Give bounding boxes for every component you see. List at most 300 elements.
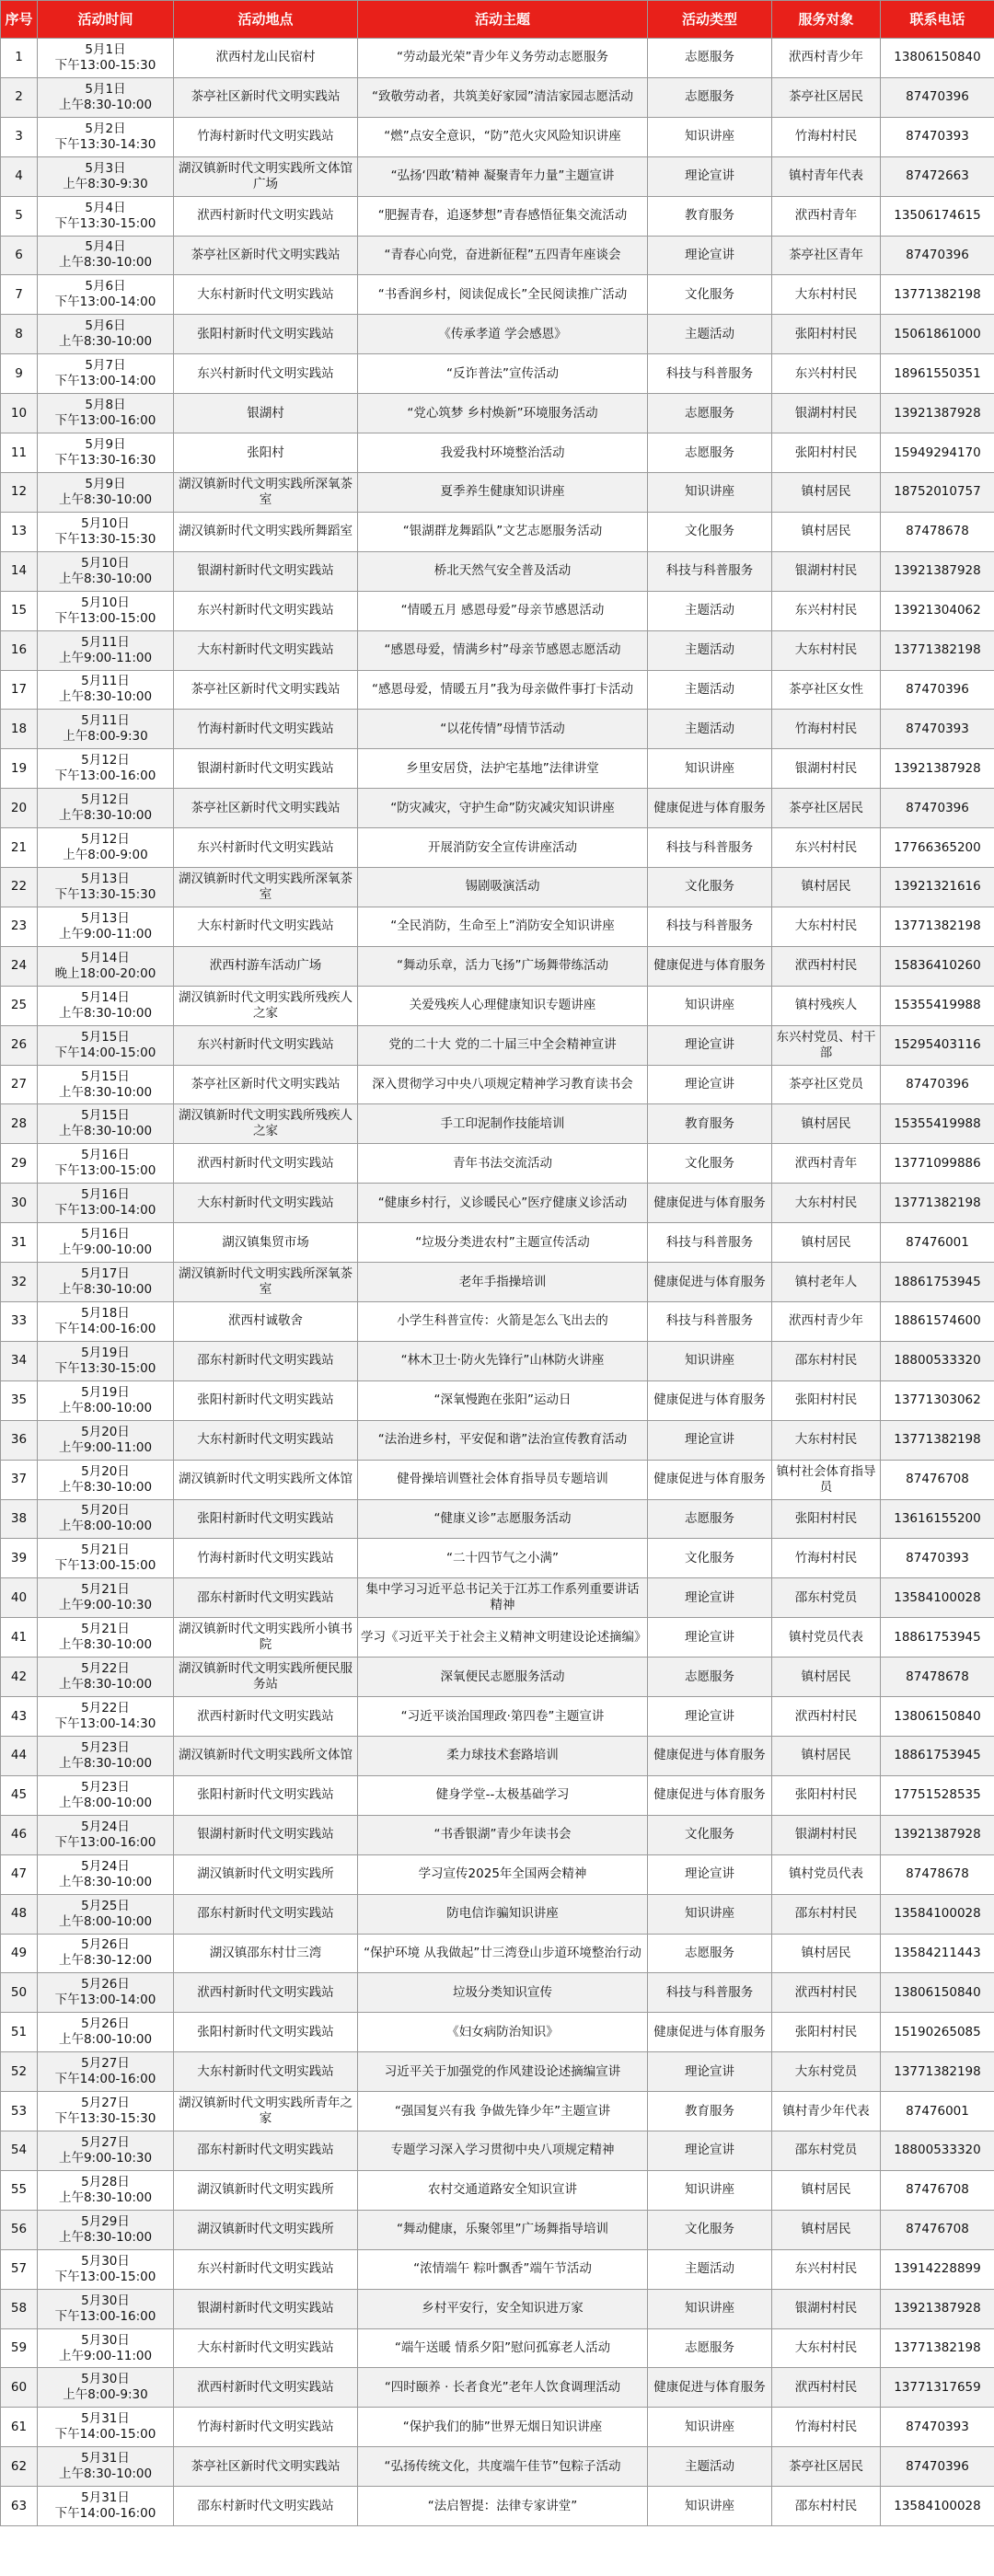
activity-date: 5月22日 [81, 1701, 130, 1716]
activity-time [38, 1618, 174, 1658]
activity-type: 理论宣讲 [648, 1420, 772, 1460]
row-number: 19 [1, 749, 38, 789]
activity-date: 5月31日 [81, 2451, 130, 2466]
table-row [1, 2447, 994, 2487]
activity-hours: 下午13:00-14:00 [54, 1203, 156, 1219]
contact-phone: 87470393 [881, 1539, 994, 1578]
activity-date: 5月25日 [81, 1898, 130, 1913]
service-target: 镇村居民 [772, 472, 881, 512]
activity-type: 主题活动 [648, 2447, 772, 2487]
table-row [1, 2210, 994, 2249]
row-number: 4 [1, 156, 38, 196]
activity-hours: 上午8:30-10:00 [58, 255, 153, 271]
contact-phone: 13921387928 [881, 1815, 994, 1854]
activity-date: 5月29日 [81, 2213, 130, 2229]
activity-date: 5月27日 [81, 2096, 130, 2111]
activity-time [38, 2328, 174, 2368]
activity-time [38, 986, 174, 1025]
service-target: 镇村居民 [772, 868, 881, 907]
activity-date: 5月6日 [85, 279, 126, 295]
activity-place: 洑西村游车活动广场 [174, 946, 358, 986]
table-row [1, 1934, 994, 1973]
contact-phone: 13921387928 [881, 394, 994, 433]
row-number: 7 [1, 275, 38, 315]
activity-time [38, 2092, 174, 2131]
service-target: 洑西村村民 [772, 946, 881, 986]
activity-hours: 上午9:00-11:00 [58, 926, 153, 941]
table-row [1, 551, 994, 591]
contact-phone: 15061861000 [881, 315, 994, 354]
activity-type: 主题活动 [648, 630, 772, 670]
row-number: 61 [1, 2408, 38, 2447]
activity-type: 知识讲座 [648, 2487, 772, 2526]
activity-theme: “以花传情”母情节活动 [358, 710, 648, 749]
activity-place: 洑西村新时代文明实践站 [174, 1973, 358, 2013]
service-target: 洑西村青年 [772, 1144, 881, 1184]
service-target: 茶亭社区居民 [772, 789, 881, 828]
table-row [1, 2487, 994, 2526]
table-row [1, 1302, 994, 1342]
activity-type: 志愿服务 [648, 433, 772, 473]
activity-place: 湖汉镇新时代文明实践所残疾人之家 [174, 1104, 358, 1144]
activity-time [38, 591, 174, 630]
activity-date: 5月20日 [81, 1463, 130, 1479]
activity-date: 5月11日 [81, 674, 130, 689]
activity-type: 理论宣讲 [648, 1618, 772, 1658]
contact-phone: 18800533320 [881, 2131, 994, 2171]
service-target: 银湖村村民 [772, 749, 881, 789]
activity-hours: 上午8:30-10:00 [58, 491, 153, 507]
activity-theme: 小学生科普宣传：火箭是怎么飞出去的 [358, 1302, 648, 1342]
row-number: 29 [1, 1144, 38, 1184]
activity-time [38, 1815, 174, 1854]
activity-hours: 下午13:30-15:30 [54, 886, 156, 902]
row-number: 51 [1, 2013, 38, 2052]
table-row [1, 789, 994, 828]
activity-hours: 下午13:00-16:00 [54, 768, 156, 784]
activity-time [38, 2210, 174, 2249]
contact-phone: 15836410260 [881, 946, 994, 986]
activity-place: 邵东村新时代文明实践站 [174, 1341, 358, 1380]
activity-date: 5月12日 [81, 832, 130, 848]
table-row [1, 1854, 994, 1894]
table-header-row [1, 1, 994, 39]
activity-theme: 关爱残疾人心理健康知识专题讲座 [358, 986, 648, 1025]
activity-date: 5月14日 [81, 989, 130, 1005]
activity-date: 5月8日 [85, 398, 126, 413]
service-target: 银湖村村民 [772, 551, 881, 591]
row-number: 38 [1, 1499, 38, 1539]
service-target: 洑西村青少年 [772, 39, 881, 78]
table-row [1, 236, 994, 275]
service-target: 邵东村党员 [772, 1578, 881, 1618]
activity-date: 5月12日 [81, 792, 130, 808]
row-number: 21 [1, 828, 38, 868]
table-row [1, 986, 994, 1025]
activity-place: 东兴村新时代文明实践站 [174, 1025, 358, 1065]
row-number: 1 [1, 39, 38, 78]
activity-date: 5月1日 [85, 81, 126, 97]
contact-phone: 18961550351 [881, 354, 994, 394]
activity-time [38, 2408, 174, 2447]
activity-hours: 上午8:30-10:00 [58, 1124, 153, 1139]
activity-theme: 《传承孝道 学会感恩》 [358, 315, 648, 354]
row-number: 13 [1, 512, 38, 551]
table-row [1, 2092, 994, 2131]
table-row [1, 117, 994, 156]
contact-phone: 13771303062 [881, 1380, 994, 1420]
activity-theme: “健康乡村行，义诊暖民心”医疗健康义诊活动 [358, 1184, 648, 1223]
service-target: 镇村居民 [772, 512, 881, 551]
activity-hours: 上午8:30-10:00 [58, 1874, 153, 1889]
activity-date: 5月16日 [81, 1148, 130, 1163]
activity-place: 湖汉镇新时代文明实践所深氧茶室 [174, 868, 358, 907]
activity-theme: 夏季养生健康知识讲座 [358, 472, 648, 512]
table-row [1, 2170, 994, 2210]
activity-theme: “舞动健康，乐聚邻里”广场舞指导培训 [358, 2210, 648, 2249]
activity-theme: 柔力球技术套路培训 [358, 1736, 648, 1775]
table-row [1, 2131, 994, 2171]
activity-theme: “林木卫士·防火先锋行”山林防火讲座 [358, 1341, 648, 1380]
contact-phone: 13771317659 [881, 2368, 994, 2408]
activity-type: 志愿服务 [648, 1658, 772, 1697]
row-number: 63 [1, 2487, 38, 2526]
activity-time [38, 2368, 174, 2408]
activity-hours: 晚上18:00-20:00 [54, 965, 156, 981]
contact-phone: 13914228899 [881, 2249, 994, 2289]
activity-date: 5月10日 [81, 555, 130, 571]
activity-place: 竹海村新时代文明实践站 [174, 710, 358, 749]
activity-date: 5月23日 [81, 1779, 130, 1795]
activity-time [38, 789, 174, 828]
activity-hours: 上午8:30-10:00 [58, 571, 153, 586]
activity-place: 银湖村新时代文明实践站 [174, 1815, 358, 1854]
activity-date: 5月10日 [81, 515, 130, 531]
activity-date: 5月7日 [85, 358, 126, 374]
activity-hours: 上午8:00-9:30 [63, 2387, 148, 2403]
activity-hours: 下午13:00-16:00 [54, 413, 156, 429]
activity-place: 湖汉镇集贸市场 [174, 1223, 358, 1263]
service-target: 大东村村民 [772, 275, 881, 315]
activity-place: 湖汉镇新时代文明实践所残疾人之家 [174, 986, 358, 1025]
activity-place: 张阳村新时代文明实践站 [174, 1380, 358, 1420]
activity-hours: 上午8:00-10:00 [58, 1400, 153, 1415]
service-target: 邵东村党员 [772, 2131, 881, 2171]
row-number: 42 [1, 1658, 38, 1697]
activity-hours: 下午13:00-15:00 [54, 610, 156, 626]
service-target: 东兴村村民 [772, 2249, 881, 2289]
activity-date: 5月19日 [81, 1345, 130, 1360]
activity-time [38, 1499, 174, 1539]
activity-theme: “全民消防，生命至上”消防安全知识讲座 [358, 907, 648, 946]
activity-type: 教育服务 [648, 196, 772, 236]
activity-theme: “劳动最光荣”青少年义务劳动志愿服务 [358, 39, 648, 78]
service-target: 大东村村民 [772, 2328, 881, 2368]
row-number: 54 [1, 2131, 38, 2171]
activity-hours: 上午8:30-10:00 [58, 1282, 153, 1298]
activity-date: 5月24日 [81, 1819, 130, 1834]
contact-phone: 18752010757 [881, 472, 994, 512]
row-number: 28 [1, 1104, 38, 1144]
service-target: 大东村党员 [772, 2052, 881, 2092]
row-number: 43 [1, 1697, 38, 1737]
activity-time [38, 117, 174, 156]
service-target: 大东村村民 [772, 1184, 881, 1223]
activity-hours: 下午13:00-14:00 [54, 295, 156, 310]
table-row [1, 1499, 994, 1539]
activity-time [38, 2289, 174, 2328]
service-target: 竹海村村民 [772, 2408, 881, 2447]
table-row [1, 472, 994, 512]
activity-date: 5月31日 [81, 2411, 130, 2427]
table-row [1, 907, 994, 946]
activity-hours: 下午14:00-16:00 [54, 2072, 156, 2087]
service-target: 邵东村村民 [772, 1894, 881, 1934]
table-row [1, 1184, 994, 1223]
contact-phone: 13806150840 [881, 39, 994, 78]
activity-type: 理论宣讲 [648, 1854, 772, 1894]
activity-place: 湖汉镇邵东村廿三湾 [174, 1934, 358, 1973]
activity-date: 5月6日 [85, 318, 126, 334]
row-number: 34 [1, 1341, 38, 1380]
row-number: 40 [1, 1578, 38, 1618]
service-target: 洑西村村民 [772, 1697, 881, 1737]
activity-type: 文化服务 [648, 1144, 772, 1184]
activity-type: 文化服务 [648, 1815, 772, 1854]
row-number: 53 [1, 2092, 38, 2131]
activity-place: 湖汉镇新时代文明实践所文体馆 [174, 1460, 358, 1499]
table-row [1, 2368, 994, 2408]
activity-theme: 健身学堂--太极基础学习 [358, 1775, 648, 1815]
service-target: 镇村居民 [772, 1223, 881, 1263]
row-number: 33 [1, 1302, 38, 1342]
service-target: 银湖村村民 [772, 2289, 881, 2328]
activity-type: 健康促进与体育服务 [648, 946, 772, 986]
activity-place: 竹海村新时代文明实践站 [174, 1539, 358, 1578]
activity-type: 知识讲座 [648, 1894, 772, 1934]
activity-theme: “反诈普法”宣传活动 [358, 354, 648, 394]
activity-hours: 下午13:00-16:00 [54, 1834, 156, 1850]
contact-phone: 87470393 [881, 117, 994, 156]
activity-time [38, 1539, 174, 1578]
activity-place: 邵东村新时代文明实践站 [174, 2487, 358, 2526]
activity-theme: “银湖群龙舞蹈队”文艺志愿服务活动 [358, 512, 648, 551]
activity-type: 健康促进与体育服务 [648, 789, 772, 828]
contact-phone: 17751528535 [881, 1775, 994, 1815]
contact-phone: 13771382198 [881, 630, 994, 670]
contact-phone: 15190265085 [881, 2013, 994, 2052]
activity-place: 银湖村 [174, 394, 358, 433]
activity-place: 东兴村新时代文明实践站 [174, 591, 358, 630]
activity-date: 5月26日 [81, 2016, 130, 2032]
activity-date: 5月11日 [81, 634, 130, 650]
table-body [1, 39, 994, 2526]
activity-time [38, 551, 174, 591]
table-row [1, 196, 994, 236]
activity-theme: 学习《习近平关于社会主义精神文明建设论述摘编》 [358, 1618, 648, 1658]
contact-phone: 18861753945 [881, 1736, 994, 1775]
activity-time [38, 77, 174, 117]
activity-hours: 上午8:30-10:00 [58, 1677, 153, 1692]
activity-hours: 上午8:00-10:00 [58, 1519, 153, 1534]
row-number: 35 [1, 1380, 38, 1420]
activity-hours: 下午13:30-14:30 [54, 136, 156, 152]
row-number: 45 [1, 1775, 38, 1815]
contact-phone: 13771382198 [881, 2052, 994, 2092]
activity-type: 知识讲座 [648, 2289, 772, 2328]
contact-phone: 13771382198 [881, 1420, 994, 1460]
activity-theme: “健康义诊”志愿服务活动 [358, 1499, 648, 1539]
activity-theme: 农村交通道路安全知识宣讲 [358, 2170, 648, 2210]
row-number: 24 [1, 946, 38, 986]
activity-type: 知识讲座 [648, 2170, 772, 2210]
activity-hours: 上午9:00-11:00 [58, 2348, 153, 2363]
header-time: 活动时间 [38, 1, 174, 39]
row-number: 55 [1, 2170, 38, 2210]
service-target: 张阳村村民 [772, 1380, 881, 1420]
table-row [1, 2328, 994, 2368]
activity-time [38, 236, 174, 275]
activity-date: 5月14日 [81, 950, 130, 965]
activity-type: 健康促进与体育服务 [648, 1380, 772, 1420]
activity-place: 湖汉镇新时代文明实践所 [174, 2170, 358, 2210]
row-number: 30 [1, 1184, 38, 1223]
activity-date: 5月30日 [81, 2253, 130, 2269]
activity-time [38, 1104, 174, 1144]
activity-theme: “舞动乐章，活力飞扬”广场舞带练活动 [358, 946, 648, 986]
row-number: 49 [1, 1934, 38, 1973]
row-number: 59 [1, 2328, 38, 2368]
activity-hours: 上午9:00-10:30 [58, 1598, 153, 1613]
table-row [1, 39, 994, 78]
row-number: 14 [1, 551, 38, 591]
activity-place: 洑西村诚敬舍 [174, 1302, 358, 1342]
activity-place: 张阳村新时代文明实践站 [174, 2013, 358, 2052]
activity-theme: “法启智提：法律专家讲堂” [358, 2487, 648, 2526]
contact-phone: 87478678 [881, 1854, 994, 1894]
activity-hours: 下午14:00-15:00 [54, 1045, 156, 1060]
activity-date: 5月4日 [85, 239, 126, 255]
activity-hours: 下午14:00-15:00 [54, 2427, 156, 2443]
activity-theme: “保护我们的肺”世界无烟日知识讲座 [358, 2408, 648, 2447]
activity-type: 科技与科普服务 [648, 828, 772, 868]
contact-phone: 17766365200 [881, 828, 994, 868]
activity-place: 竹海村新时代文明实践站 [174, 117, 358, 156]
activity-theme: “垃圾分类进农村”主题宣传活动 [358, 1223, 648, 1263]
row-number: 47 [1, 1854, 38, 1894]
activity-place: 茶亭社区新时代文明实践站 [174, 670, 358, 710]
row-number: 10 [1, 394, 38, 433]
activity-type: 理论宣讲 [648, 2131, 772, 2171]
row-number: 15 [1, 591, 38, 630]
activity-type: 主题活动 [648, 670, 772, 710]
table-row [1, 1144, 994, 1184]
activity-place: 茶亭社区新时代文明实践站 [174, 77, 358, 117]
activity-date: 5月4日 [85, 200, 126, 215]
activity-time [38, 2170, 174, 2210]
service-target: 东兴村村民 [772, 591, 881, 630]
activity-place: 洑西村新时代文明实践站 [174, 1697, 358, 1737]
activity-place: 大东村新时代文明实践站 [174, 1420, 358, 1460]
activity-theme: 防电信诈骗知识讲座 [358, 1894, 648, 1934]
activity-time [38, 630, 174, 670]
table-row [1, 77, 994, 117]
contact-phone: 18861753945 [881, 1263, 994, 1302]
activity-place: 张阳村新时代文明实践站 [174, 1499, 358, 1539]
activity-time [38, 275, 174, 315]
row-number: 44 [1, 1736, 38, 1775]
activity-hours: 上午8:00-10:00 [58, 1913, 153, 1929]
table-row [1, 1539, 994, 1578]
service-target: 东兴村村民 [772, 354, 881, 394]
contact-phone: 87470396 [881, 2447, 994, 2487]
activity-theme: “党心筑梦 乡村焕新”环境服务活动 [358, 394, 648, 433]
activity-type: 志愿服务 [648, 77, 772, 117]
activity-time [38, 472, 174, 512]
activity-hours: 上午8:30-10:00 [58, 1637, 153, 1653]
activity-type: 教育服务 [648, 2092, 772, 2131]
contact-phone: 13806150840 [881, 1697, 994, 1737]
activity-hours: 上午8:00-9:00 [63, 848, 148, 863]
activity-time [38, 2013, 174, 2052]
activity-date: 5月9日 [85, 437, 126, 453]
table-row [1, 591, 994, 630]
row-number: 17 [1, 670, 38, 710]
contact-phone: 87478678 [881, 1658, 994, 1697]
row-number: 25 [1, 986, 38, 1025]
activity-time [38, 1380, 174, 1420]
activity-time [38, 2052, 174, 2092]
activity-type: 主题活动 [648, 591, 772, 630]
table-row [1, 828, 994, 868]
row-number: 41 [1, 1618, 38, 1658]
service-target: 东兴村村民 [772, 828, 881, 868]
service-target: 茶亭社区居民 [772, 2447, 881, 2487]
contact-phone: 87470393 [881, 710, 994, 749]
activity-place: 湖汉镇新时代文明实践所舞蹈室 [174, 512, 358, 551]
activity-time [38, 433, 174, 473]
activity-hours: 上午8:00-10:00 [58, 2032, 153, 2048]
activity-hours: 上午8:30-12:00 [58, 1953, 153, 1969]
service-target: 镇村青少年代表 [772, 2092, 881, 2131]
row-number: 12 [1, 472, 38, 512]
service-target: 邵东村村民 [772, 1341, 881, 1380]
activity-type: 知识讲座 [648, 1341, 772, 1380]
activity-hours: 下午13:00-16:00 [54, 2308, 156, 2324]
activity-place: 大东村新时代文明实践站 [174, 907, 358, 946]
activity-date: 5月28日 [81, 2174, 130, 2189]
activity-hours: 上午8:30-10:00 [58, 2229, 153, 2245]
activity-place: 湖汉镇新时代文明实践所文体馆广场 [174, 156, 358, 196]
activity-type: 知识讲座 [648, 2408, 772, 2447]
activity-type: 健康促进与体育服务 [648, 1184, 772, 1223]
contact-phone: 13771382198 [881, 2328, 994, 2368]
activity-theme: “二十四节气之小满” [358, 1539, 648, 1578]
contact-phone: 13771099886 [881, 1144, 994, 1184]
activity-theme: “青春心向党，奋进新征程”五四青年座谈会 [358, 236, 648, 275]
activity-theme: “防灾减灾，守护生命”防灾减灾知识讲座 [358, 789, 648, 828]
activity-theme: 青年书法交流活动 [358, 1144, 648, 1184]
activity-date: 5月15日 [81, 1108, 130, 1124]
activity-time [38, 1775, 174, 1815]
contact-phone: 18861574600 [881, 1302, 994, 1342]
row-number: 50 [1, 1973, 38, 2013]
activity-theme: “端午送暖 情系夕阳”慰问孤寡老人活动 [358, 2328, 648, 2368]
activity-hours: 上午9:00-10:00 [58, 1242, 153, 1258]
activity-theme: 学习宣传2025年全国两会精神 [358, 1854, 648, 1894]
activity-type: 理论宣讲 [648, 2052, 772, 2092]
activity-time [38, 1578, 174, 1618]
